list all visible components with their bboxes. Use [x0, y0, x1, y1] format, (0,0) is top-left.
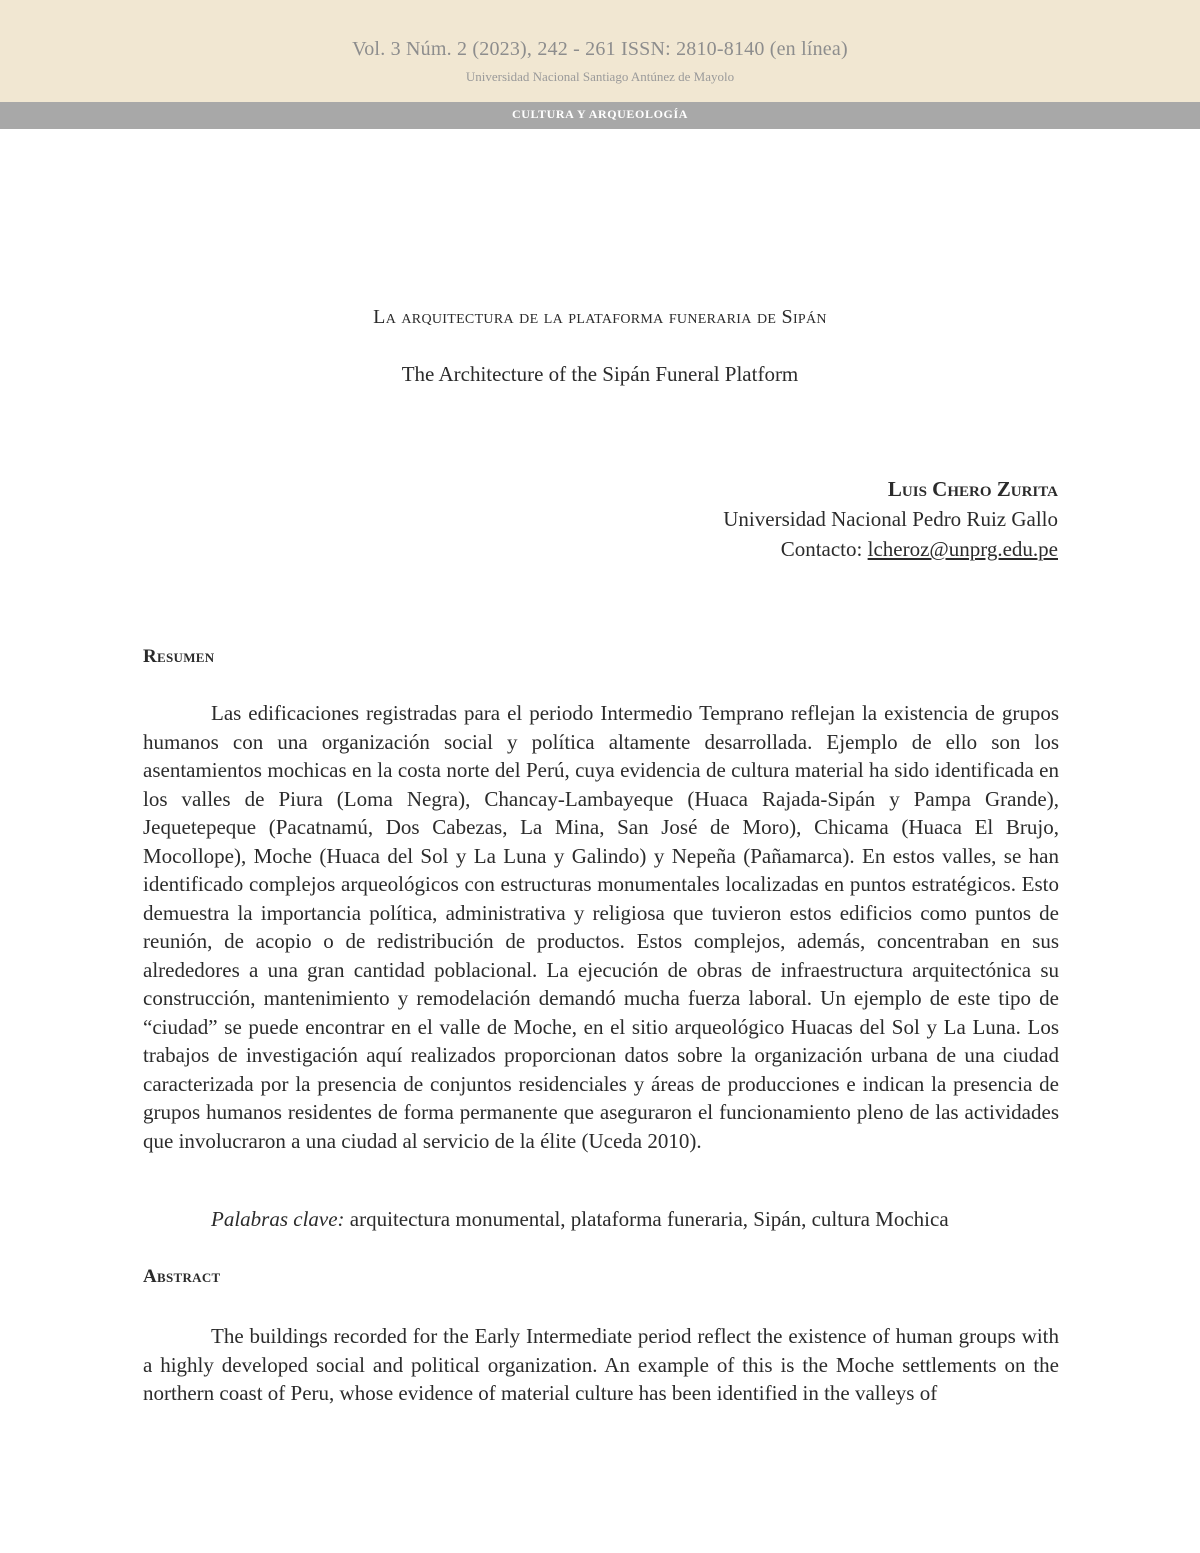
author-contact: [723, 534, 1058, 564]
keywords-list: arquitectura monumental, plataforma funeraria, Sipán, cultura Mochica: [344, 1207, 949, 1231]
contact-label: Contacto:: [780, 537, 868, 561]
abstract-paragraph: The buildings recorded for the Early Intermediate period reflect the existence of human groups with a highly developed social and political organization. An example of this is the Moche settlements on the northern coast of Peru, whose evidence of material culture has been identified in the valleys of: [143, 1324, 1059, 1405]
keywords-line: [211, 1207, 949, 1232]
article-title-spanish: La arquitectura de la plataforma funeraria de Sipán: [373, 306, 827, 328]
author-block: [723, 474, 1058, 564]
contact-email-link[interactable]: lcheroz@unprg.edu.pe: [867, 537, 1058, 561]
journal-volume-info: Vol. 3 Núm. 2 (2023), 242 - 261 ISSN: 2810-8140 (en línea): [352, 38, 848, 60]
section-label: CULTURA Y ARQUEOLOGÍA: [512, 107, 688, 121]
resumen-paragraph: Las edificaciones registradas para el periodo Intermedio Temprano reflejan la existencia de grupos humanos con una organización social y política altamente desarrollada. Ejemplo de ello son los asentamientos mochicas en la costa norte del Perú, cuya evidencia de cultura material ha sido identificada en los valles de Piura (Loma Negra), Chancay-Lambayeque (Huaca Rajada-Sipán y Pampa Grande), Jequetepeque (Pacatnamú, Dos Cabezas, La Mina, San José de Moro), Chicama (Huaca El Brujo, Mocollope), Moche (Huaca del Sol y La Luna y Galindo) y Nepeña (Pañamarca). En estos valles, se han identificado complejos arqueológicos con estructuras monumentales localizadas en puntos estratégicos. Esto demuestra la importancia política, administrativa y religiosa que tuvieron estos edificios como puntos de reunión, de acopio o de redistribución de productos. Estos complejos, además, concentraban en sus alrededores a una gran cantidad poblacional. La ejecución de obras de infraestructura arquitectónica su construcción, mantenimiento y remodelación demandó mucha fuerza laboral. Un ejemplo de este tipo de “ciudad” se puede encontrar en el valle de Moche, en el sitio arqueológico Huacas del Sol y La Luna. Los trabajos de investigación aquí realizados proporcionan datos sobre la organización urbana de una ciudad caracterizada por la presencia de conjuntos residenciales y áreas de producciones e indican la presencia de grupos humanos residentes de forma permanente que aseguraron el funcionamiento pleno de las actividades que involucraron a una ciudad al servicio de la élite (Uceda 2010).: [143, 701, 1059, 1153]
resumen-heading: Resumen: [143, 646, 215, 667]
journal-university: Universidad Nacional Santiago Antúnez de Mayolo: [465, 69, 735, 84]
article-title-english: The Architecture of the Sipán Funeral Platform: [401, 362, 799, 386]
abstract-heading: Abstract: [143, 1266, 221, 1287]
keywords-label: Palabras clave:: [211, 1207, 345, 1231]
author-name: Luis Chero Zurita: [887, 477, 1058, 501]
author-affiliation: Universidad Nacional Pedro Ruiz Gallo: [723, 507, 1058, 531]
